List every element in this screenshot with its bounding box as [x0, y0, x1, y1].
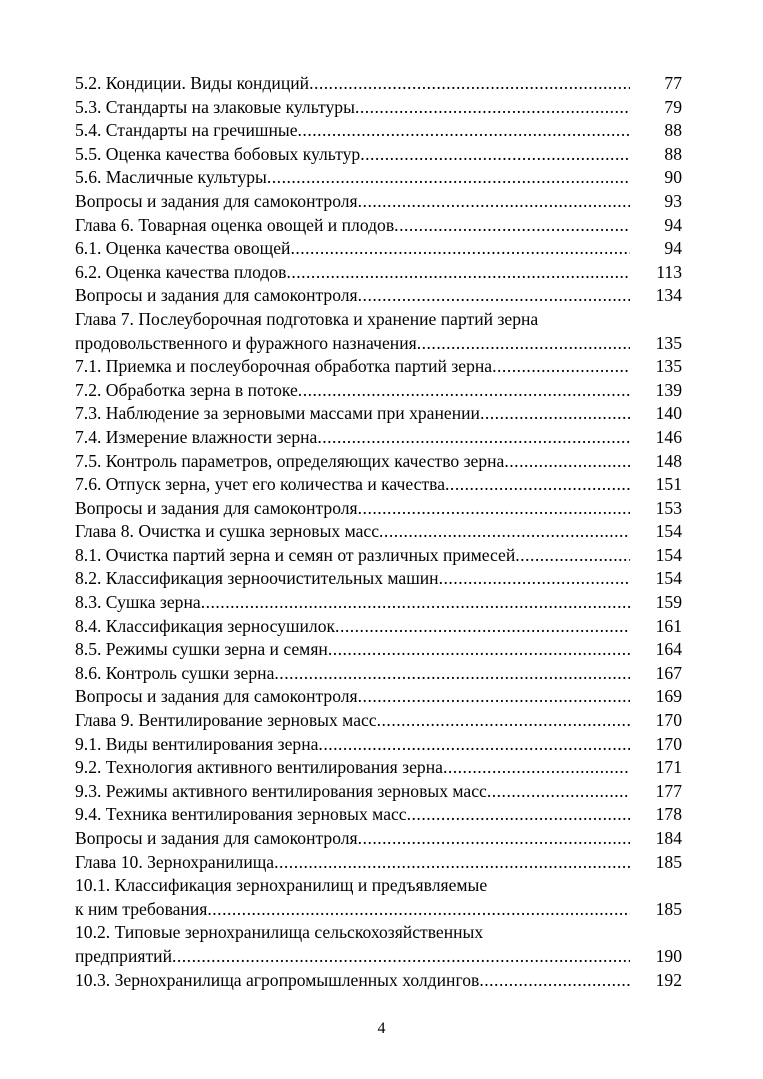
toc-entry-title: 8.4. Классификация зерносушилок	[75, 615, 336, 636]
toc-entry-title-line1: 10.1. Классификация зернохранилищ и предъявляемые	[75, 875, 488, 896]
toc-entry	[75, 332, 690, 356]
toc-leader-dots	[515, 544, 630, 568]
toc-entry-title: 5.4. Стандарты на гречишные	[75, 120, 298, 141]
toc-entry-page: 93	[664, 190, 682, 211]
toc-entry-page: 185	[655, 898, 682, 919]
toc-entry-title: Глава 8. Очистка и сушка зерновых масс	[75, 521, 380, 542]
toc-leader-dots	[298, 379, 630, 403]
toc-leader-dots	[358, 827, 630, 851]
toc-entry-page: 177	[655, 780, 682, 801]
toc-entry-page: 159	[655, 592, 682, 613]
toc-entry-page: 153	[655, 497, 682, 518]
toc-entry	[75, 615, 690, 639]
toc-entry	[75, 733, 690, 757]
toc-leader-dots	[358, 284, 630, 308]
toc-leader-dots	[201, 591, 630, 615]
toc-leader-dots	[290, 237, 630, 261]
toc-entry	[75, 166, 690, 190]
toc-entry-title: 10.3. Зернохранилища агропромышленных холдингов	[75, 969, 480, 990]
toc-entry-page: 170	[655, 710, 682, 731]
toc-entry-title: 5.5. Оценка качества бобовых культур	[75, 143, 361, 164]
toc-entry-page: 135	[655, 332, 682, 353]
toc-leader-dots	[492, 355, 630, 379]
table-of-contents	[75, 72, 690, 992]
toc-entry-title: 8.5. Режимы сушки зерна и семян	[75, 639, 328, 660]
toc-entry-title: Вопросы и задания для самоконтроля	[75, 828, 358, 848]
toc-entry-title: Глава 6. Товарная оценка овощей и плодов	[75, 214, 395, 235]
toc-entry	[75, 497, 690, 521]
toc-entry-title: 5.3. Стандарты на злаковые культуры	[75, 96, 355, 117]
toc-entry	[75, 803, 690, 827]
toc-leader-dots	[487, 780, 630, 804]
toc-entry-title: 7.3. Наблюдение за зерновыми массами при хранении	[75, 403, 480, 424]
toc-leader-dots	[172, 945, 630, 969]
toc-entry	[75, 379, 690, 403]
toc-entry-page: 135	[655, 356, 682, 377]
toc-entry-title: 9.2. Технология активного вентилирования зерна	[75, 757, 443, 778]
toc-entry	[75, 520, 690, 544]
toc-entry-page: 178	[655, 804, 682, 825]
toc-entry-title: Вопросы и задания для самоконтроля	[75, 497, 358, 518]
toc-entry	[75, 119, 690, 143]
toc-leader-dots	[328, 638, 630, 662]
toc-entry-page: 134	[655, 285, 682, 306]
toc-entry-page: 154	[655, 521, 682, 542]
toc-entry	[75, 780, 690, 804]
toc-entry-page: 88	[664, 143, 682, 164]
toc-entry-page: 164	[655, 639, 682, 660]
toc-entry-title: Вопросы и задания для самоконтроля	[75, 686, 358, 707]
toc-entry	[75, 756, 690, 780]
toc-leader-dots	[317, 426, 630, 450]
toc-leader-dots	[298, 119, 630, 143]
toc-entry-title: 8.3. Сушка зерна	[75, 592, 201, 613]
toc-entry-page: 170	[655, 733, 682, 754]
toc-entry-page: 154	[655, 568, 682, 589]
toc-entry	[75, 143, 690, 167]
toc-entry-page: 192	[655, 969, 682, 990]
toc-entry-title: 7.6. Отпуск зерна, учет его количества и качества	[75, 474, 446, 495]
toc-entry-page: 185	[655, 851, 682, 872]
toc-entry-page: 146	[655, 426, 682, 447]
toc-entry-title-line1: Глава 7. Послеуборочная подготовка и хранение партий зерна	[75, 308, 539, 329]
page-number: 4	[377, 1020, 386, 1037]
toc-entry-title: 7.1. Приемка и послеуборочная обработка партий зерна	[75, 356, 493, 377]
toc-entry-page: 161	[655, 615, 682, 636]
toc-entry	[75, 898, 690, 922]
toc-entry	[75, 591, 690, 615]
toc-entry-title: 6.1. Оценка качества овощей	[75, 238, 291, 259]
toc-entry-title: продовольственного и фуражного назначения	[75, 332, 417, 353]
toc-entry	[75, 827, 690, 851]
toc-entry-title-line1: 10.2. Типовые зернохранилища сельскохозяйственных	[75, 922, 484, 943]
toc-leader-dots	[318, 733, 630, 757]
toc-entry-title: Вопросы и задания для самоконтроля	[75, 285, 358, 306]
toc-entry	[75, 544, 690, 568]
toc-entry	[75, 72, 690, 96]
toc-entry	[75, 473, 690, 497]
toc-leader-dots	[358, 685, 630, 709]
toc-entry	[75, 355, 690, 379]
toc-entry	[75, 214, 690, 238]
toc-leader-dots	[377, 709, 630, 733]
toc-entry-page: 140	[655, 403, 682, 424]
toc-entry-page: 88	[664, 120, 682, 141]
toc-leader-dots	[445, 473, 630, 497]
toc-entry-page: 169	[655, 686, 682, 707]
toc-leader-dots	[207, 898, 630, 922]
toc-leader-dots	[274, 662, 630, 686]
toc-leader-dots	[309, 72, 630, 96]
toc-entry	[75, 662, 690, 686]
toc-entry-title: Глава 10. Зернохранилища	[75, 851, 275, 872]
toc-entry-page: 139	[655, 379, 682, 400]
toc-leader-dots	[360, 143, 630, 167]
toc-entry-title: 7.5. Контроль параметров, определяющих качество зерна	[75, 450, 505, 471]
toc-leader-dots	[379, 520, 630, 544]
toc-entry	[75, 237, 690, 261]
toc-entry	[75, 567, 690, 591]
toc-leader-dots	[274, 851, 630, 875]
toc-entry-page: 151	[655, 474, 682, 495]
toc-leader-dots	[504, 450, 630, 474]
toc-entry-page: 148	[655, 450, 682, 471]
toc-entry	[75, 261, 690, 285]
toc-entry-page: 190	[655, 945, 682, 966]
toc-entry	[75, 851, 690, 875]
toc-entry-title: 9.4. Техника вентилирования зерновых масс	[75, 804, 407, 825]
toc-entry-page: 94	[664, 214, 682, 235]
toc-entry-page: 113	[656, 261, 682, 282]
toc-entry-title: 7.4. Измерение влажности зерна	[75, 426, 318, 447]
toc-entry	[75, 638, 690, 662]
toc-entry-page: 184	[655, 828, 682, 848]
toc-leader-dots	[355, 96, 630, 120]
toc-entry	[75, 402, 690, 426]
toc-entry	[75, 190, 690, 214]
toc-entry	[75, 96, 690, 120]
toc-entry-title: Вопросы и задания для самоконтроля	[75, 190, 358, 211]
toc-leader-dots	[394, 214, 630, 238]
toc-entry-title: 5.2. Кондиции. Виды кондиций	[75, 73, 310, 93]
toc-entry-title: 9.1. Виды вентилирования зерна	[75, 733, 319, 754]
toc-entry-title: 5.6. Масличные культуры	[75, 167, 267, 188]
toc-entry-title: 9.3. Режимы активного вентилирования зерновых масс	[75, 780, 487, 801]
toc-leader-dots	[479, 969, 630, 993]
toc-entry-title: 8.1. Очистка партий зерна и семян от различных примесей	[75, 544, 516, 565]
toc-leader-dots	[439, 567, 630, 591]
toc-entry-page: 77	[664, 73, 682, 93]
toc-entry	[75, 945, 690, 969]
toc-entry	[75, 426, 690, 450]
toc-entry	[75, 709, 690, 733]
toc-leader-dots	[417, 332, 630, 356]
toc-leader-dots	[480, 402, 630, 426]
toc-entry-page: 79	[664, 96, 682, 117]
toc-entry-title: 8.2. Классификация зерноочистительных машин	[75, 568, 439, 589]
toc-entry	[75, 284, 690, 308]
toc-entry-title: 8.6. Контроль сушки зерна	[75, 662, 275, 683]
toc-leader-dots	[443, 756, 630, 780]
toc-entry-title: 6.2. Оценка качества плодов	[75, 261, 287, 282]
toc-leader-dots	[358, 497, 630, 521]
toc-entry-title: к ним требования	[75, 898, 208, 919]
toc-entry-title: предприятий	[75, 945, 172, 966]
toc-entry	[75, 969, 690, 993]
toc-leader-dots	[335, 615, 630, 639]
toc-leader-dots	[267, 166, 630, 190]
toc-entry-title: 7.2. Обработка зерна в потоке	[75, 379, 298, 400]
toc-entry-page: 90	[664, 167, 682, 188]
toc-entry-page: 94	[664, 238, 682, 259]
toc-entry	[75, 450, 690, 474]
toc-entry-page: 171	[655, 757, 682, 778]
toc-entry-title: Глава 9. Вентилирование зерновых масс	[75, 710, 377, 731]
toc-leader-dots	[358, 190, 630, 214]
toc-entry	[75, 685, 690, 709]
toc-entry-page: 167	[655, 662, 682, 683]
toc-entry-page: 154	[655, 544, 682, 565]
toc-leader-dots	[286, 261, 630, 285]
toc-leader-dots	[407, 803, 630, 827]
